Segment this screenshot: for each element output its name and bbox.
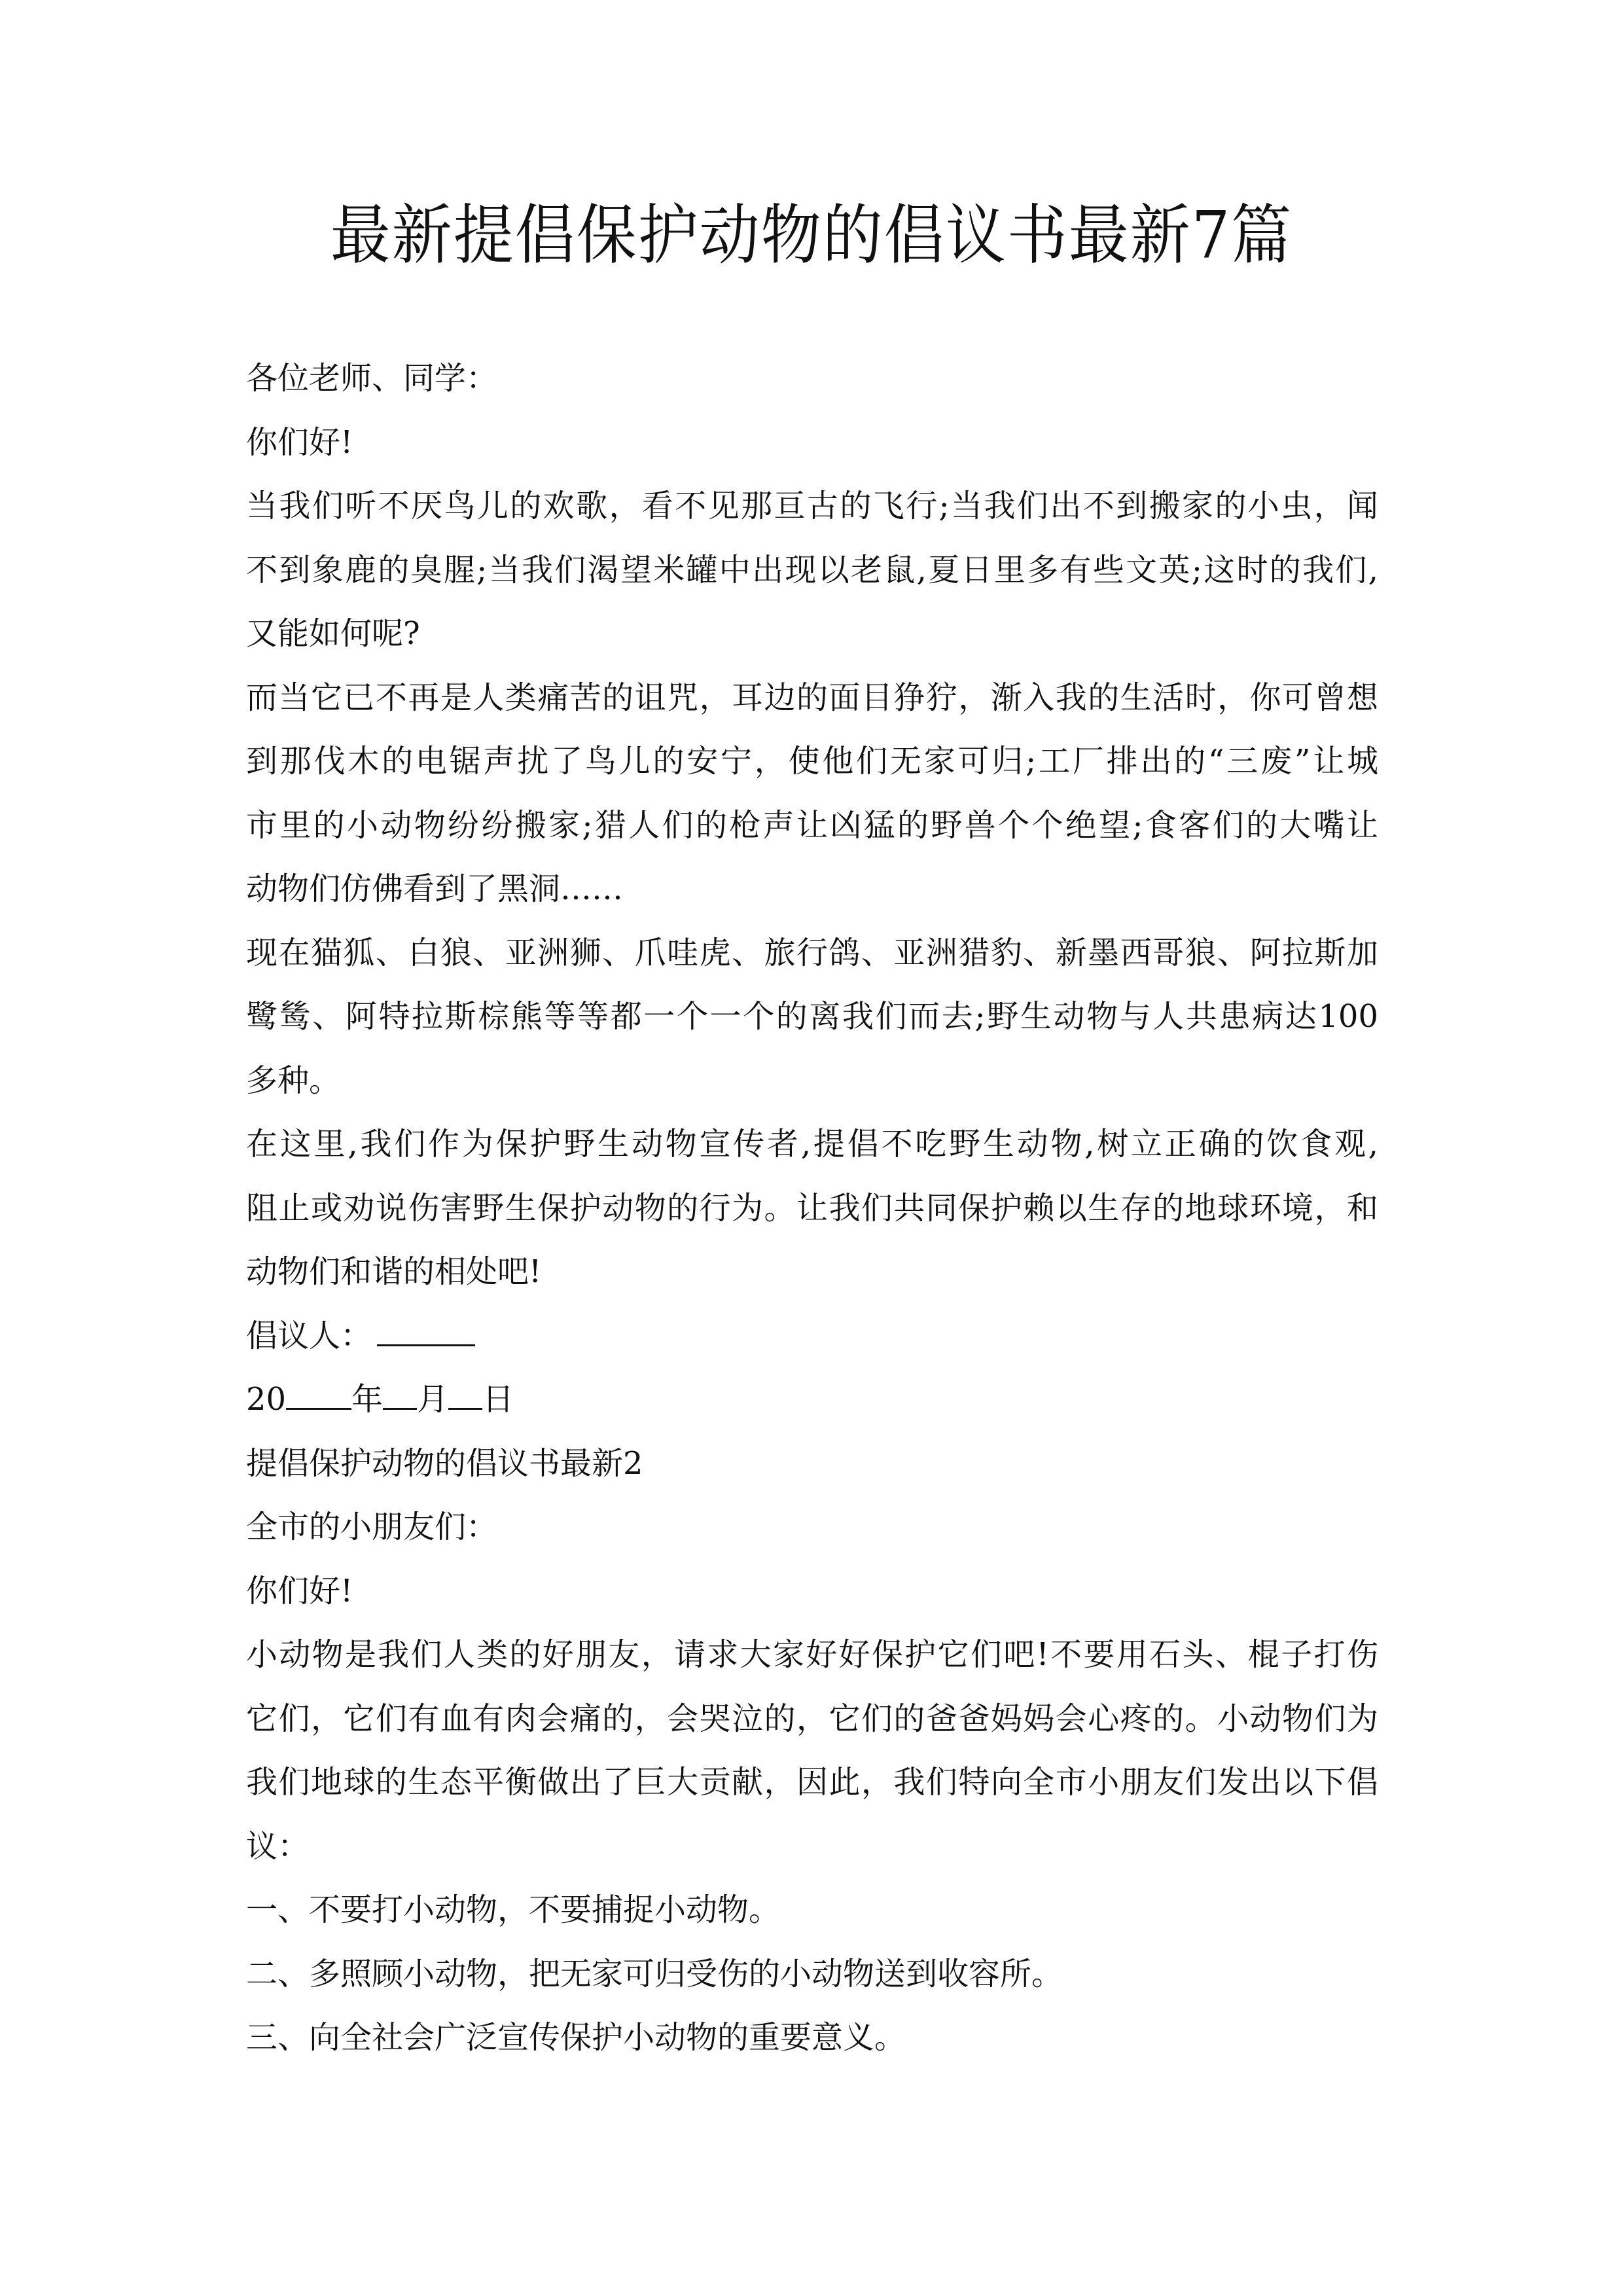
- signature-label: 倡议人：: [246, 1317, 372, 1354]
- paragraph-line: 动物们仿佛看到了黑洞……: [246, 870, 624, 907]
- year-blank: [286, 1384, 351, 1410]
- paragraph-line: 议：: [246, 1827, 310, 1865]
- paragraph-line: 动物们和谐的相处吧!: [246, 1253, 542, 1290]
- date-prefix: 20: [246, 1381, 287, 1418]
- paragraph-line: 当我们听不厌鸟儿的欢歌，看不见那亘古的飞行;当我们出不到搬家的小虫，闻: [246, 488, 1378, 524]
- paragraph-line: 现在猫狐、白狼、亚洲狮、爪哇虎、旅行鸽、亚洲猎豹、新墨西哥狼、阿拉斯加: [246, 934, 1378, 971]
- salutation: 你们好!: [246, 1572, 353, 1609]
- paragraph-line: 而当它已不再是人类痛苦的诅咒，耳边的面目狰狞，渐入我的生活时，你可曾想: [246, 679, 1378, 716]
- paragraph-line: 鹭鸶、阿特拉斯棕熊等等都一个一个的离我们而去;野生动物与人共患病达100: [246, 998, 1378, 1035]
- signature-line: [246, 1304, 1378, 1369]
- paragraph-line: 又能如何呢?: [246, 615, 420, 652]
- paragraph-line: 阻止或劝说伤害野生保护动物的行为。让我们共同保护赖以生存的地球环境，和: [246, 1189, 1378, 1227]
- month-unit: 月: [417, 1381, 449, 1418]
- greeting: 全市的小朋友们：: [246, 1509, 498, 1545]
- section-heading: 提倡保护动物的倡议书最新2: [246, 1444, 643, 1482]
- document-title: 最新提倡保护动物的倡议书最新7篇: [330, 197, 1293, 274]
- paragraph-line: 在这里,我们作为保护野生动物宣传者,提倡不吃野生动物,树立正确的饮食观,: [246, 1126, 1378, 1162]
- paragraph-line: 多种。: [246, 1062, 341, 1099]
- month-blank: [383, 1384, 417, 1410]
- list-item: 三、向全社会广泛宣传保护小动物的重要意义。: [246, 2019, 906, 2056]
- day-blank: [448, 1384, 482, 1410]
- greeting: 各位老师、同学：: [246, 360, 498, 397]
- paragraph-line: 到那伐木的电锯声扰了鸟儿的安宁，使他们无家可归;工厂排出的“三废”让城: [246, 743, 1378, 780]
- day-unit: 日: [482, 1381, 514, 1418]
- paragraph-line: 不到象鹿的臭腥;当我们渴望米罐中出现以老鼠,夏日里多有些文英;这时的我们,: [246, 551, 1378, 588]
- year-unit: 年: [351, 1381, 383, 1418]
- paragraph-line: 我们地球的生态平衡做出了巨大贡献，因此，我们特向全市小朋友们发出以下倡: [246, 1764, 1378, 1801]
- paragraph-line: 市里的小动物纷纷搬家;猎人们的枪声让凶猛的野兽个个绝望;食客们的大嘴让: [246, 806, 1378, 844]
- document-body: [246, 347, 1378, 2070]
- paragraph-line: 它们，它们有血有肉会痛的，会哭泣的，它们的爸爸妈妈会心疼的。小动物们为: [246, 1700, 1378, 1737]
- paragraph-line: 小动物是我们人类的好朋友，请求大家好好保护它们吧!不要用石头、棍子打伤: [246, 1636, 1378, 1673]
- signature-blank: [377, 1321, 475, 1346]
- list-item: 二、多照顾小动物，把无家可归受伤的小动物送到收容所。: [246, 1955, 1063, 1992]
- salutation: 你们好!: [246, 423, 353, 461]
- date-line: [246, 1368, 1378, 1432]
- list-item: 一、不要打小动物，不要捕捉小动物。: [246, 1892, 781, 1928]
